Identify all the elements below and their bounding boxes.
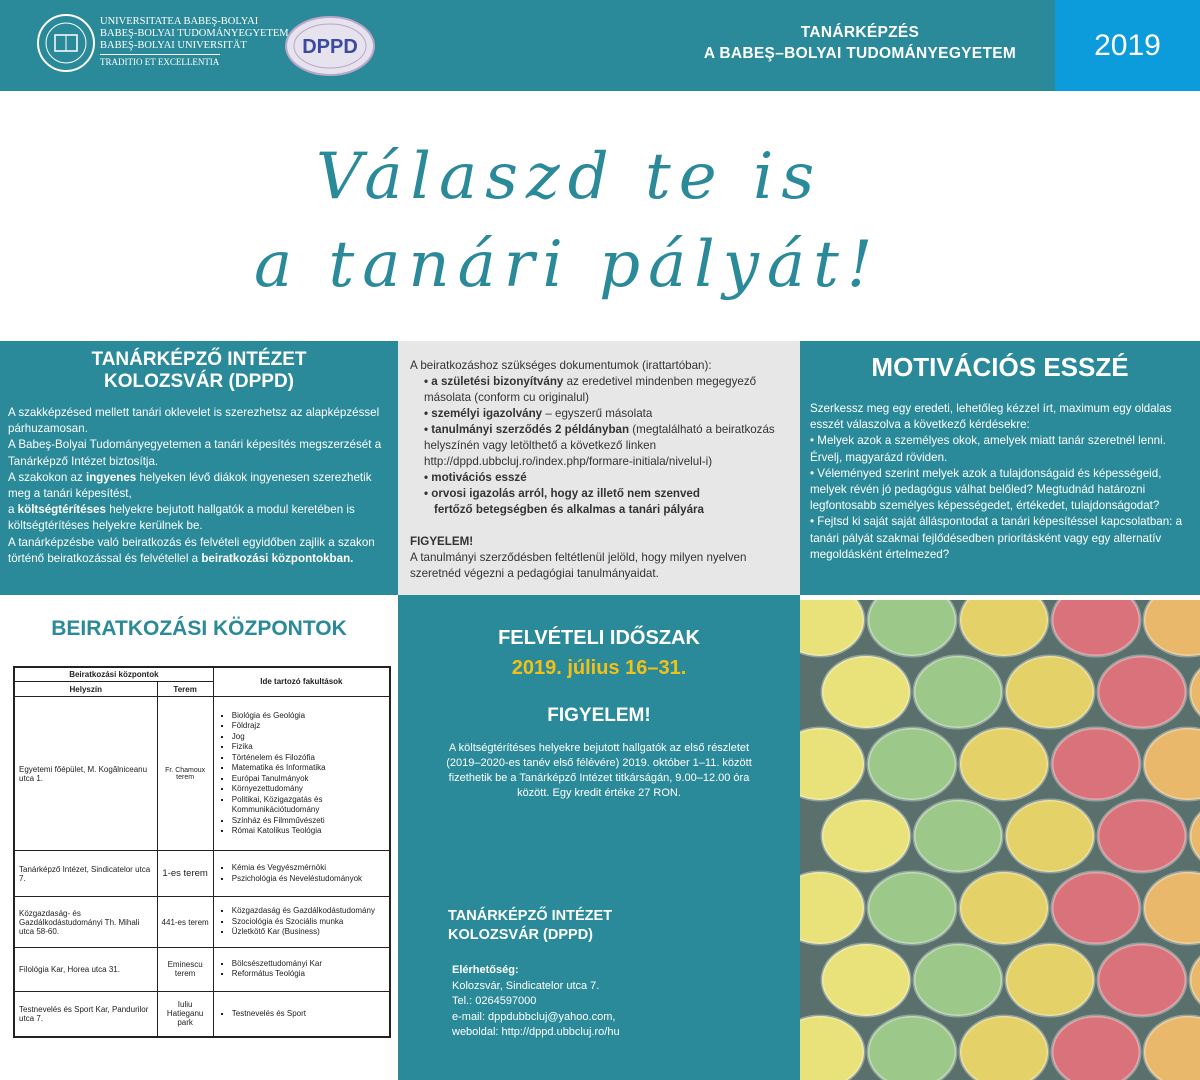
dppd-logo-text: DPPD: [302, 36, 358, 58]
chalk-piece: [1052, 872, 1140, 944]
email-link[interactable]: e-mail: dppdubbcluj@yahoo.com,: [452, 1010, 616, 1023]
document-item: • orvosi igazolás arról, hogy az illető nem szenved: [424, 487, 700, 500]
institute-name: TANÁRKÉPZŐ INTÉZET KOLOZSVÁR (DPPD): [448, 908, 613, 943]
website-link[interactable]: weboldal: http://dppd.ubbcluj.ro/hu: [452, 1026, 620, 1038]
intezet-title: TANÁRKÉPZŐ INTÉZET KOLOZSVÁR (DPPD): [91, 349, 307, 392]
chalk-piece: [1006, 656, 1094, 728]
table-head-room: Terem: [157, 682, 213, 696]
table-head-group: Beiratkozási központok: [15, 668, 214, 682]
chalk-piece: [1052, 600, 1140, 656]
dppd-logo-icon: [284, 15, 376, 77]
documents-warning-text: A tanulmányi szerződésben feltétlenül jelöld, hogy milyen nyelven szeretnéd végezni a pedagógiai tanulmányaidat.: [410, 551, 747, 580]
university-name: UNIVERSITATEA BABEŞ-BOLYAI BABEŞ-BOLYAI TUDOMÁNYEGYETEM BABEŞ-BOLYAI UNIVERSITÄT TRADITIO ET EXCELLENTIA: [100, 16, 289, 67]
chalk-piece: [1052, 728, 1140, 800]
chalk-piece: [1006, 800, 1094, 872]
chalk-photo: [800, 600, 1200, 1080]
document-item-cont: fertőző betegségben és alkalmas a tanári pályára: [434, 503, 704, 516]
chalk-piece: [960, 600, 1048, 656]
table-head-location: Helyszín: [15, 682, 158, 696]
chalk-piece: [868, 600, 956, 656]
intezet-text: A szakképzésed mellett tanári oklevelet is szerezhetsz az alapképzéssel párhuzamosan. A Babeş-Bolyai Tudományegyetemen a tanári képesítés megszerzését a Tanárképző Intézet biztosítja. A szakokon az ingyenes helyeken lévő diákok ingyenesen szerezhetik meg a tanári képesítést, a költségtérítéses helyekre bejutott hallgatók a modul keretében is költségtérítéses helyekre kerülnek be. A tanárképzésbe való beiratkozás és felvételi egyidőben zajlik a szakon történő beiratkozással és felvétellel a beiratkozási központokban.: [8, 406, 382, 565]
documents-section: [398, 341, 800, 595]
admission-warning-title: FIGYELEM!: [547, 705, 651, 726]
centers-table: [13, 666, 391, 1038]
slogan: [230, 128, 970, 328]
document-item: • tanulmányi szerződés 2 példányban (megtalálható a beiratkozás helyszínén vagy letölthető a következő linken http://dppd.ubbcluj.ro/index.php/formare-initiala/nivelul-i): [424, 423, 775, 468]
chalk-piece: [1006, 944, 1094, 1016]
year-badge: 2019: [1055, 0, 1200, 91]
chalk-piece: [960, 1016, 1048, 1080]
chalk-piece: [1052, 1016, 1140, 1080]
chalk-piece: [914, 656, 1002, 728]
chalk-piece: [822, 656, 910, 728]
table-head-faculties: Ide tartozó fakultások: [213, 668, 389, 697]
chalk-piece: [960, 872, 1048, 944]
table-row: Testnevelés és Sport Kar, Pandurilor utca 7. Iuliu Hatieganu park ▪ Testnevelés és Sport: [15, 991, 390, 1036]
table-row: Közgazdaság- és Gazdálkodástudományi Th. Mihali utca 58-60. 441-es terem ▪ Közgazdaság és Gazdálkodástudomány ▪ Szociológia és Szociális munka ▪ Üzletkötő Kar (Business): [15, 896, 390, 948]
essay-title: MOTIVÁCIÓS ESSZÉ: [871, 352, 1129, 382]
university-seal-icon: [36, 13, 96, 73]
chalk-piece: [868, 728, 956, 800]
centers-title: BEIRATKOZÁSI KÖZPONTOK: [51, 617, 347, 640]
chalk-piece: [1098, 656, 1186, 728]
chalk-piece: [1098, 800, 1186, 872]
header-title: TANÁRKÉPZÉS A BABEŞ–BOLYAI TUDOMÁNYEGYETEM: [703, 24, 1017, 62]
document-item: • a születési bizonyítvány az eredetivel mindenben megegyező másolata (conform cu originalul): [424, 375, 757, 404]
slogan-line-1: Válaszd te is: [316, 140, 823, 214]
chalk-piece: [822, 944, 910, 1016]
documents-list: [410, 374, 788, 518]
chalk-piece: [914, 944, 1002, 1016]
chalk-piece: [868, 872, 956, 944]
chalk-piece: [822, 800, 910, 872]
admission-section: [398, 595, 800, 1080]
slogan-line-2: a tanári pályát!: [254, 228, 881, 302]
admission-warning-text: A költségtérítéses helyekre bejutott hallgatók az első részletet (2019–2020-es tanév első félévére) 2019. október 1–11. között fizethetik be a Tanárképző Intézet titkárságán, 9.00–12.00 óra között. Egy kredit értéke 27 RON.: [446, 742, 752, 799]
essay-section: [800, 341, 1200, 595]
table-row: Tanárképző Intézet, Sindicatelor utca 7. 1-es terem ▪ Kémia és Vegyészmérnöki ▪ Pszichológia és Neveléstudományok: [15, 851, 390, 896]
admission-date: 2019. július 16–31.: [511, 657, 687, 679]
documents-intro: A beiratkozáshoz szükséges dokumentumok (irattartóban):: [410, 359, 712, 372]
chalk-piece: [868, 1016, 956, 1080]
table-row: Egyetemi főépület, M. Kogălniceanu utca 1. Fr. Chamoux terem ▪ Biológia és Geológia ▪ Földrajz ▪ Jog ▪ Fizika ▪ Történelem és Filozófia ▪ Matematika és Informatika ▪ Európai Tanulmányok ▪ Környezettudomány ▪ Politikai, Közigazgatás és Kommunikációtudomány ▪ Színház és Filmművészeti ▪ Római Katolikus Teológia: [15, 696, 390, 851]
admission-title: FELVÉTELI IDŐSZAK: [498, 627, 700, 649]
document-item: • motivációs esszé: [424, 471, 527, 484]
contact-info: Elérhetőség: Kolozsvár, Sindicatelor utca 7. Tel.: 0264597000 e-mail: dppdubbcluj@yahoo.com, weboldal: http://dppd.ubbcluj.ro/hu: [452, 963, 620, 1041]
documents-warning-title: FIGYELEM!: [410, 535, 474, 548]
chalk-piece: [1098, 944, 1186, 1016]
chalk-piece: [960, 728, 1048, 800]
document-item: • személyi igazolvány – egyszerű másolata: [424, 407, 653, 420]
essay-text: Szerkessz meg egy eredeti, lehetőleg kézzel írt, maximum egy oldalas esszét válaszolva a következő kérdésekre: • Melyek azok a személyes okok, amelyek miatt tanár szeretnél lenni. Érvelj, magyarázd röviden. • Véleményed szerint melyek azok a tulajdonságaid és képességeid, melyek révén jó pedagógus válhat belőled? Megtudnád határozni legfontosabb személyes képességedet, értékedet, tulajdonságodat? • Fejtsd ki saját saját álláspontodat a tanári képesítéssel kapcsolatban: a tanári pályát szakmai fejlődésedben prioritásként vagy egy alternatív megoldásként értelmezed?: [810, 402, 1183, 561]
table-row: Filológia Kar, Horea utca 31. Eminescu terem ▪ Bölcsészettudományi Kar ▪ Református Teológia: [15, 948, 390, 991]
intezet-section: [0, 341, 398, 595]
chalk-piece: [914, 800, 1002, 872]
